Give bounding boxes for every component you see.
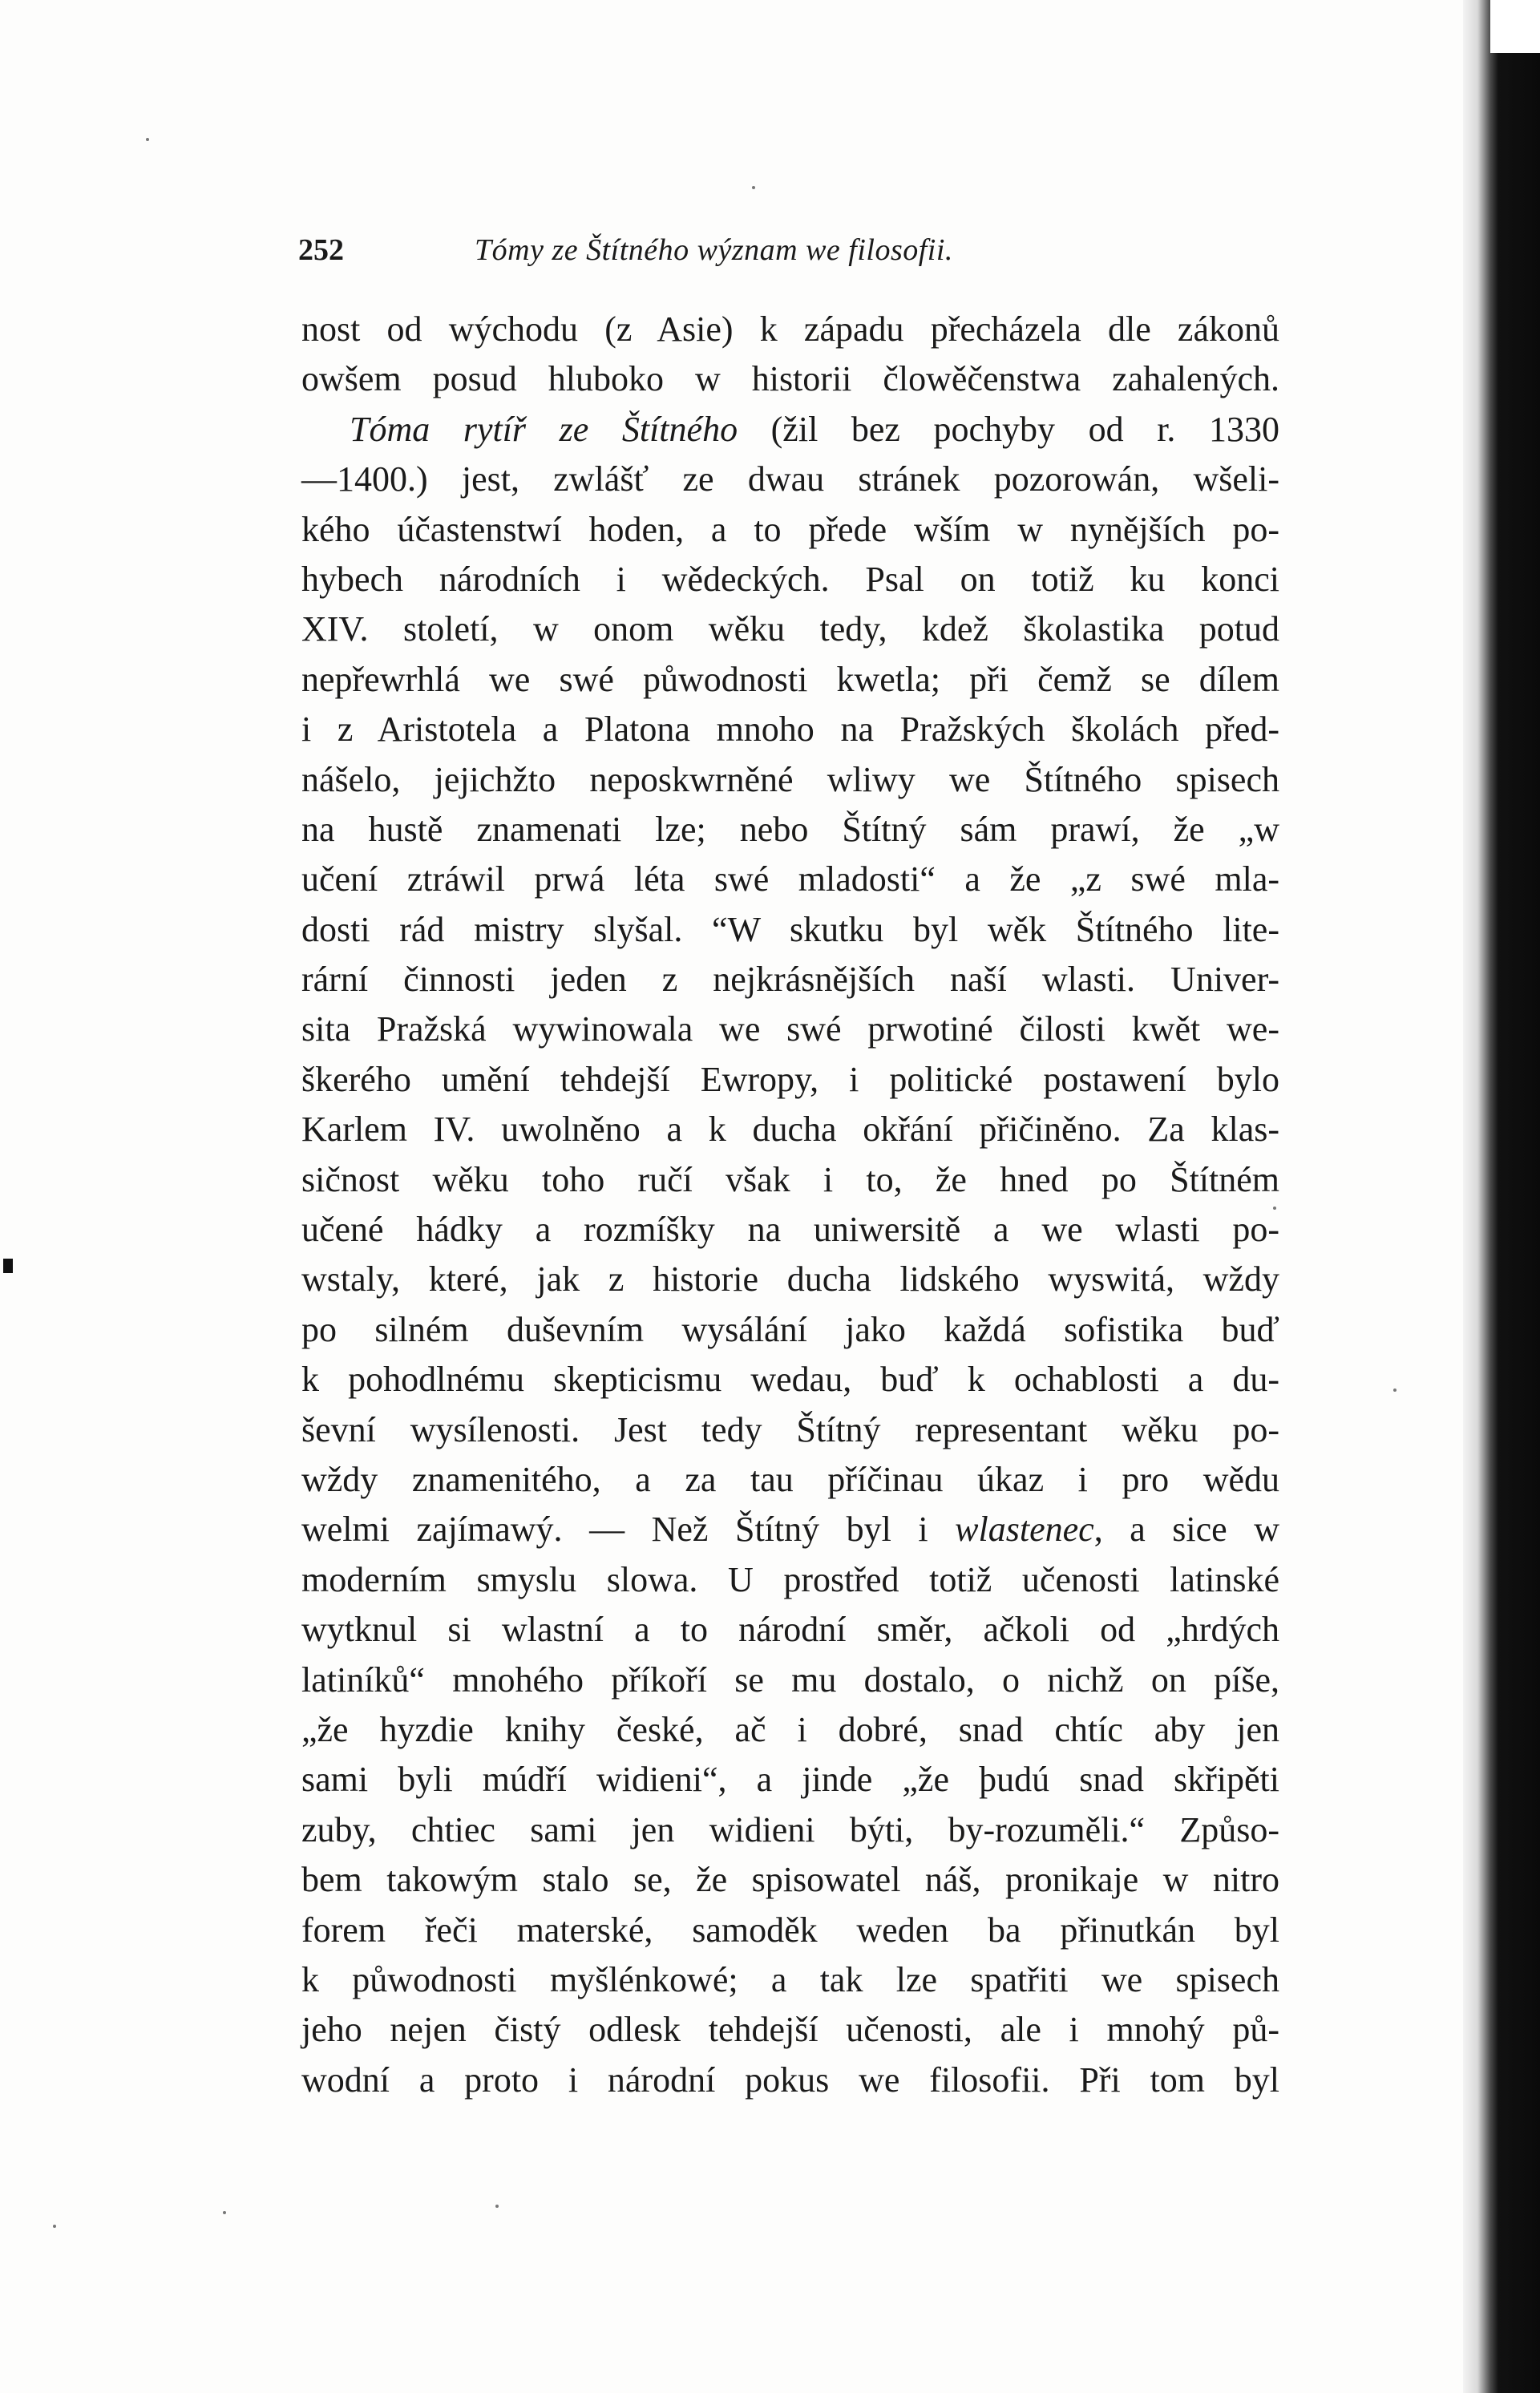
text-line: jeho nejen čistý odlesk tehdejší učenosti, ale i mnohý pů- — [301, 2010, 1279, 2050]
text-line: wždy znamenitého, a za tau příčinau úkaz i pro wědu — [301, 1459, 1279, 1499]
scan-speck — [146, 138, 149, 141]
text-line: po silném duševním wysálání jako každá sofistika buď — [301, 1309, 1279, 1349]
text-line: nepřewrhlá we swé půwodnosti kwetla; při čemž se dílem — [301, 659, 1279, 699]
text-line: bem takowým stalo se, že spisowatel náš, pronikaje w nitro — [301, 1860, 1279, 1900]
text-line: sami byli múdří widieni“, a jinde „že þudú snad skřipěti — [301, 1760, 1279, 1800]
scan-edge-corner — [1490, 0, 1540, 53]
running-title: Tómy ze Štítného wýznam we filosofii. — [475, 233, 953, 267]
text-line: i z Aristotela a Platona mnoho na Pražských školách před- — [301, 709, 1279, 750]
body-text — [301, 305, 1279, 2105]
text-line: sita Pražská wywinowala we swé prwotiné čilosti kwět we- — [301, 1009, 1279, 1049]
text-line: „že hyzdie knihy české, ač i dobré, snad chtíc aby jen — [301, 1709, 1279, 1749]
text-line: wstaly, které, jak z historie ducha lidského wyswitá, wždy — [301, 1259, 1279, 1300]
text-line: owšem posud hluboko w historii člowěčenstwa zahalených. — [301, 359, 1279, 399]
scan-speck — [1393, 1389, 1397, 1392]
text-line: učené hádky a rozmíšky na uniwersitě a we wlasti po- — [301, 1210, 1279, 1250]
scan-margin-mark — [3, 1259, 13, 1273]
running-header — [298, 226, 1276, 274]
text-line: moderním smyslu slowa. U prostřed totiž učenosti latinské — [301, 1559, 1279, 1599]
scan-speck — [223, 2211, 226, 2214]
text-line: nost od wýchodu (z Asie) k západu přecházela dle zákonů — [301, 309, 1279, 349]
text-line: rární činnosti jeden z nejkrásnějších naší wlasti. Univer- — [301, 960, 1279, 1000]
text-line: škerého umění tehdejší Ewropy, i politické postawení bylo — [301, 1059, 1279, 1099]
text-line: forem řeči materské, samoděk weden ba přinutkán byl — [301, 1910, 1279, 1950]
text-line: sičnost wěku toho ručí však i to, že hned po Štítném — [301, 1159, 1279, 1199]
text-line: dosti rád mistry slyšal. “W skutku byl wěk Štítného lite- — [301, 909, 1279, 949]
text-line: k půwodnosti myšlénkowé; a tak lze spatřiti we spisech — [301, 1959, 1279, 1999]
text-line: kého účastenstwí hoden, a to přede wším w nynějších po- — [301, 509, 1279, 549]
text-line: na hustě znamenati lze; nebo Štítný sám prawí, že „w — [301, 809, 1279, 849]
text-line: zuby, chtiec sami jen widieni býti, by-rozuměli.“ Způso- — [301, 1809, 1279, 1849]
text-line: Tóma rytíř ze Štítného (žil bez pochyby od r. 1330 — [350, 409, 1280, 449]
text-line: učení ztráwil prwá léta swé mladosti“ a že „z swé mla- — [301, 859, 1279, 899]
text-line: k pohodlnému skepticismu wedau, buď k ochablosti a du- — [301, 1360, 1279, 1400]
scan-speck — [53, 2225, 56, 2228]
text-line: wodní a proto i národní pokus we filosofii. Při tom byl — [301, 2060, 1279, 2100]
text-line: latiníků“ mnohého příkoří se mu dostalo, o nichž on píše, — [301, 1659, 1279, 1700]
scan-edge-shadow — [1463, 0, 1540, 2393]
scan-speck — [495, 2205, 499, 2208]
page-number: 252 — [298, 233, 344, 267]
text-line: ševní wysílenosti. Jest tedy Štítný representant wěku po- — [301, 1409, 1279, 1449]
text-line: nášelo, jejichžto neposkwrněné wliwy we Štítného spisech — [301, 759, 1279, 799]
scan-speck — [752, 186, 755, 189]
text-line: hybech národních i wědeckých. Psal on totiž ku konci — [301, 559, 1279, 599]
text-line: wytknul si wlastní a to národní směr, ačkoli od „hrdých — [301, 1610, 1279, 1650]
text-line: welmi zajímawý. — Než Štítný byl i wlastenec, a sice w — [301, 1510, 1279, 1550]
text-line: Karlem IV. uwolněno a k ducha okřání přičiněno. Za klas- — [301, 1110, 1279, 1150]
text-line: —1400.) jest, zwlášť ze dwau stránek pozorowán, wšeli- — [301, 459, 1279, 499]
text-line: XIV. století, w onom wěku tedy, kdež školastika potud — [301, 609, 1279, 649]
